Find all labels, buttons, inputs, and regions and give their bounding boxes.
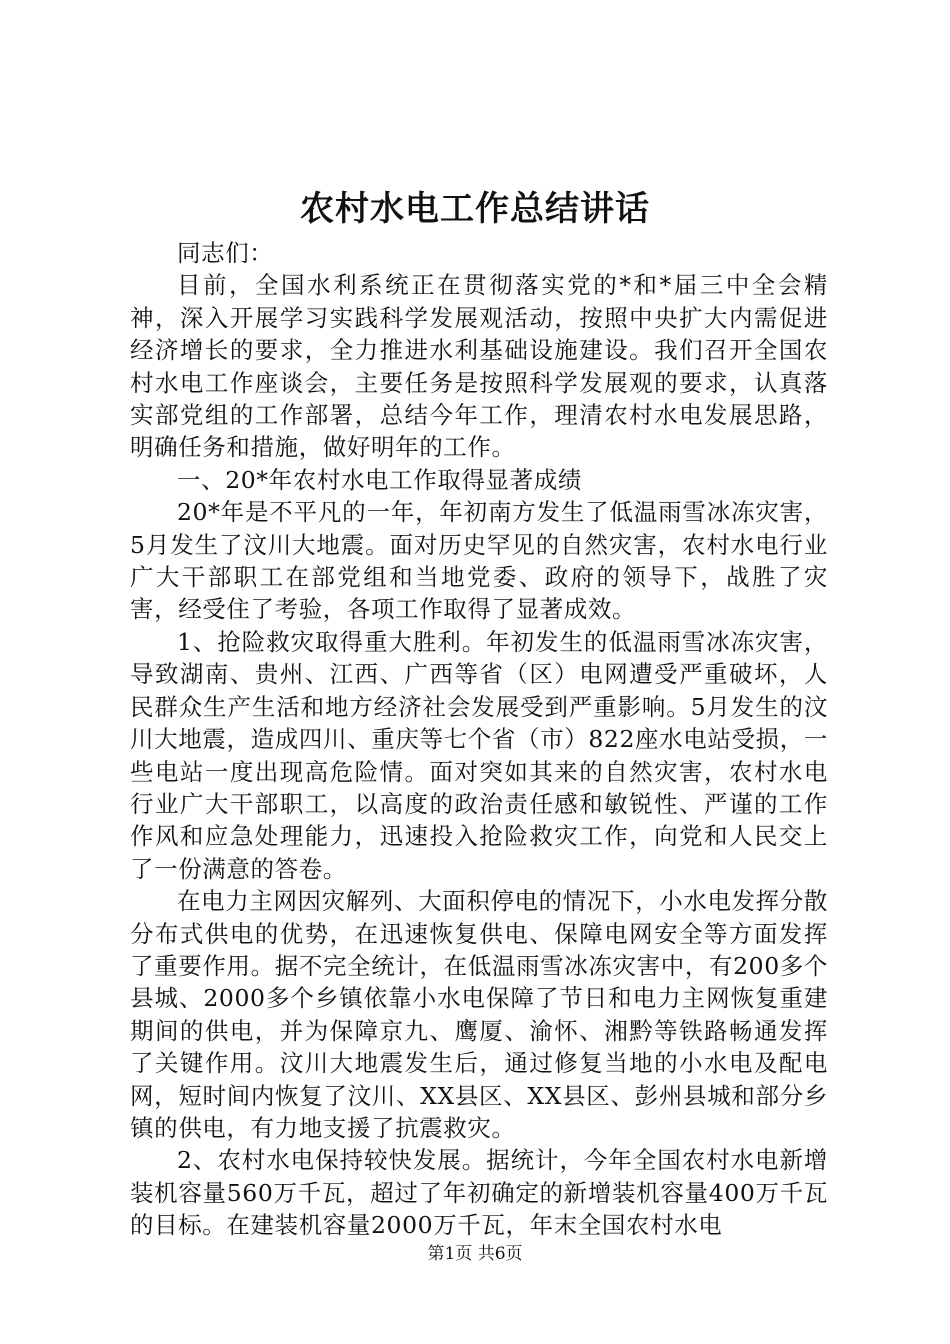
body-paragraph: 在电力主网因灾解列、大面积停电的情况下，小水电发挥分散分布式供电的优势，在迅速恢复供电、保障电网安全等方面发挥了重要作用。据不完全统计，在低温雨雪冰冻灾害中，有200多个县城、2000多个乡镇依靠小水电保障了节日和电力主网恢复重建期间的供电，并为保障京九、鹰厦、渝怀、湘黔等铁路畅通发挥了关键作用。汶川大地震发生后，通过修复当地的小水电及配电网，短时间内恢复了汶川、XX县区、XX县区、彭州县城和部分乡镇的供电，有力地支援了抗震救灾。 xyxy=(130,887,828,1142)
body-paragraph: 1、抢险救灾取得重大胜利。年初发生的低温雨雪冰冻灾害，导致湖南、贵州、江西、广西等省（区）电网遭受严重破坏，人民群众生产生活和地方经济社会发展受到严重影响。5月发生的汶川大地震，造成四川、重庆等七个省（市）822座水电站受损，一些电站一度出现高危险情。面对突如其来的自然灾害，农村水电行业广大干部职工，以高度的政治责任感和敏锐性、严谨的工作作风和应急处理能力，迅速投入抢险救灾工作，向党和人民交上了一份满意的答卷。 xyxy=(130,627,828,883)
intro-paragraph: 目前，全国水利系统正在贯彻落实党的*和*届三中全会精神，深入开展学习实践科学发展观活动，按照中央扩大内需促进经济增长的要求，全力推进水利基础设施建设。我们召开全国农村水电工作座谈会，主要任务是按照科学发展观的要求，认真落实部党组的工作部署，总结今年工作，理清农村水电发展思路，明确任务和措施，做好明年的工作。 xyxy=(130,271,828,462)
greeting-paragraph: 同志们： xyxy=(177,239,274,267)
page-footer: 第1页 共6页 xyxy=(427,1244,523,1264)
body-paragraph: 2、农村水电保持较快发展。据统计，今年全国农村水电新增装机容量560万千瓦，超过了年初确定的新增装机容量400万千瓦的目标。在建装机容量2000万千瓦，年末全国农村水电 xyxy=(130,1146,828,1240)
section-heading: 一、20*年农村水电工作取得显著成绩 xyxy=(177,465,582,494)
document-title: 农村水电工作总结讲话 xyxy=(300,189,650,229)
document-body xyxy=(130,237,828,1242)
body-paragraph: 20*年是不平凡的一年，年初南方发生了低温雨雪冰冻灾害，5月发生了汶川大地震。面对历史罕见的自然灾害，农村水电行业广大干部职工在部党组和当地党委、政府的领导下，战胜了灾害，经受住了考验，各项工作取得了显著成效。 xyxy=(130,498,828,624)
